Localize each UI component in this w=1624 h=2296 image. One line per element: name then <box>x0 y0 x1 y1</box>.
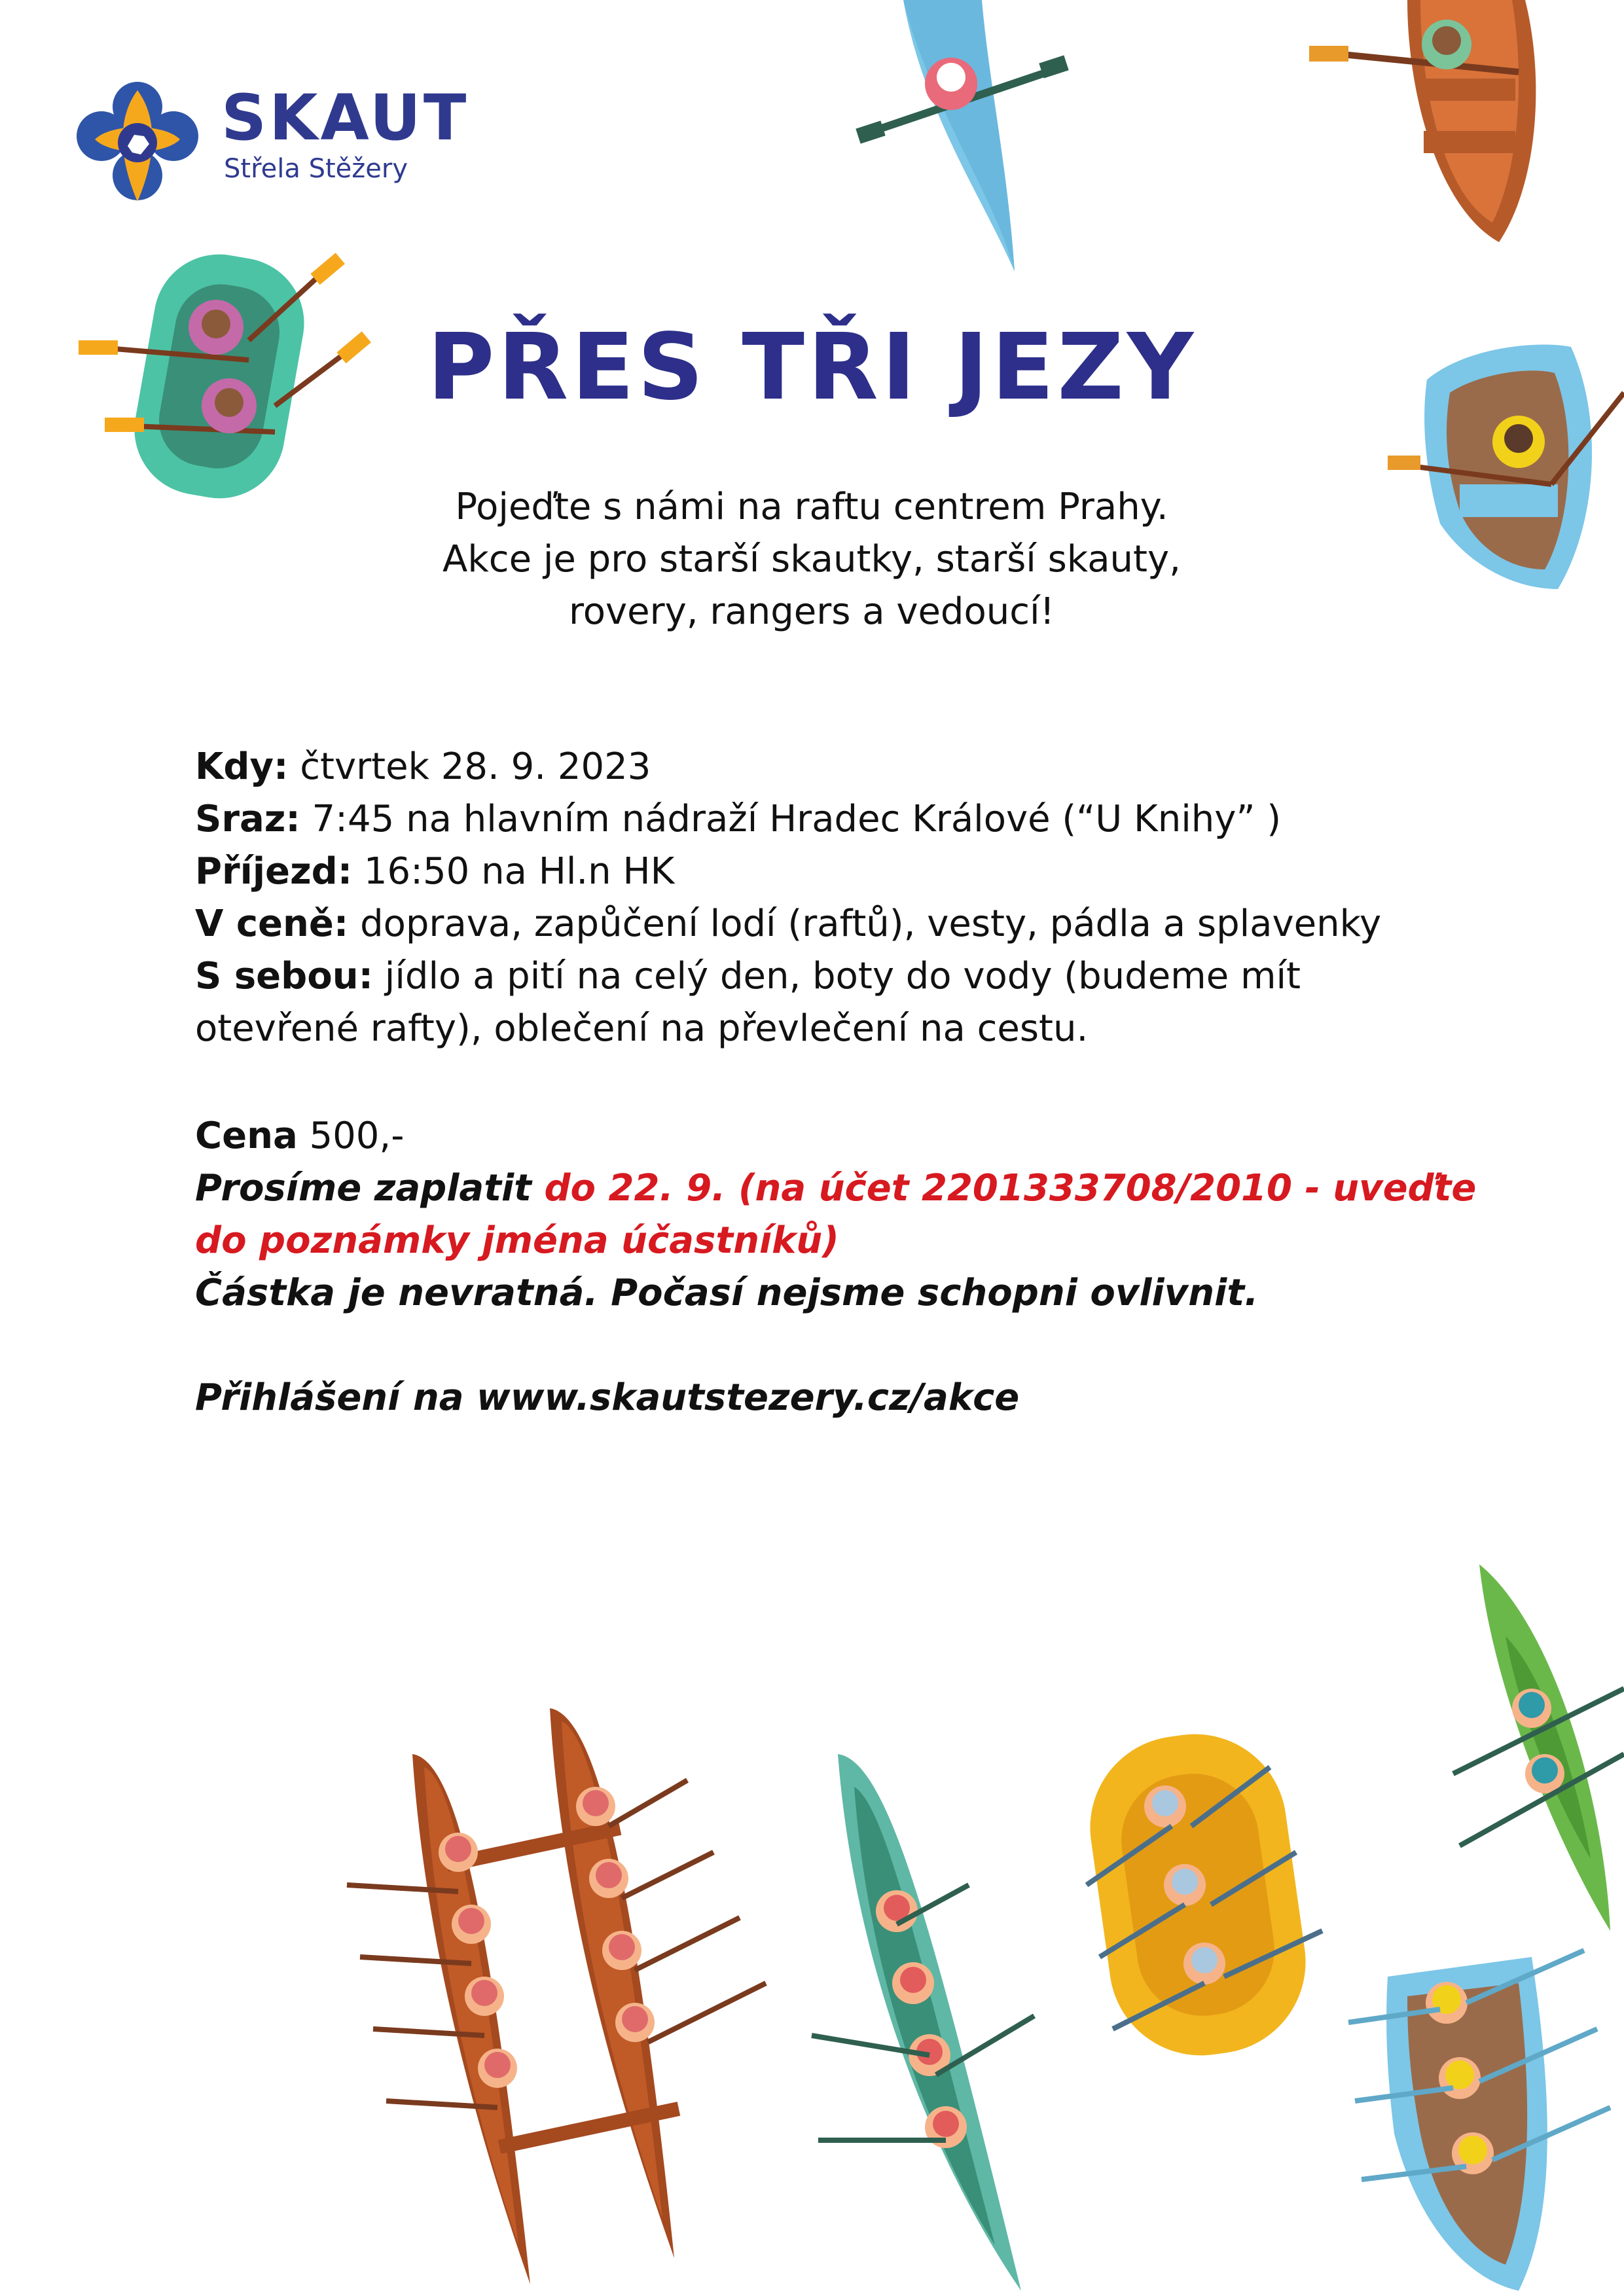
included-label: V ceně: <box>195 903 349 945</box>
when-label: Kdy: <box>195 745 289 788</box>
when-value: čtvrtek 28. 9. 2023 <box>300 745 651 788</box>
intro-line-1: Pojeďte s námi na raftu centrem Prahy. <box>455 486 1168 528</box>
price-label: Cena <box>195 1115 298 1157</box>
meet-value: 7:45 na hlavním nádraží Hradec Králové (“U Knihy” ) <box>312 798 1282 840</box>
detail-bring <box>195 950 1439 1003</box>
arrival-value: 16:50 na Hl.n HK <box>363 850 675 893</box>
blue-kayak-icon <box>851 0 1087 275</box>
detail-meeting <box>195 793 1439 846</box>
included-value: doprava, zapůčení lodí (raftů), vesty, pádla a splavenky <box>360 903 1382 945</box>
meet-label: Sraz: <box>195 798 300 840</box>
brown-canoe-pair-icon <box>347 1695 779 2296</box>
logo-title: SKAUT <box>221 81 469 154</box>
price-value: 500,- <box>309 1115 405 1157</box>
bring-label: S sebou: <box>195 955 373 997</box>
logo-subtitle: Střela Stěžery <box>224 154 408 184</box>
bring-value-line2: otevřené rafty), oblečení na převlečení na cestu. <box>195 1007 1089 1050</box>
event-details <box>195 741 1439 1055</box>
price-row <box>195 1110 1439 1162</box>
green-kayak-icon <box>1447 1558 1624 1937</box>
lily-logo-icon <box>72 77 203 208</box>
pay-note: do poznámky jména účastníků) <box>195 1219 839 1262</box>
signup-link[interactable]: Přihlášení na www.skautstezery.cz/akce <box>195 1376 1020 1419</box>
intro-text <box>340 481 1283 638</box>
teal-canoe-icon <box>799 1748 1074 2296</box>
detail-bring-continued <box>195 1003 1439 1055</box>
event-title: PŘES TŘI JEZY <box>427 314 1197 421</box>
payment-note-row <box>195 1215 1439 1267</box>
detail-arrival <box>195 846 1439 898</box>
nonrefundable-row <box>195 1267 1439 1319</box>
nonrefundable-text: Částka je nevratná. Počasí nejsme schopni ovlivnit. <box>195 1272 1259 1314</box>
pay-prefix: Prosíme zaplatit <box>195 1167 532 1210</box>
price-section <box>195 1110 1477 1319</box>
pay-deadline-account: do 22. 9. (na účet 2201333708/2010 - uveďte <box>544 1167 1477 1210</box>
detail-when <box>195 741 1439 793</box>
orange-rowboat-icon <box>1309 0 1584 249</box>
yellow-raft-icon <box>1074 1728 1348 2068</box>
payment-row <box>195 1162 1477 1215</box>
bring-value-line1: jídlo a pití na celý den, boty do vody (budeme mít <box>384 955 1301 997</box>
intro-line-3: rovery, rangers a vedoucí! <box>568 590 1055 633</box>
arrival-label: Příjezd: <box>195 850 353 893</box>
blue-rowboat-bottom-icon <box>1335 1937 1624 2296</box>
detail-included <box>195 898 1439 950</box>
intro-line-2: Akce je pro starší skautky, starší skauty, <box>442 538 1181 581</box>
skaut-logo <box>72 77 469 215</box>
